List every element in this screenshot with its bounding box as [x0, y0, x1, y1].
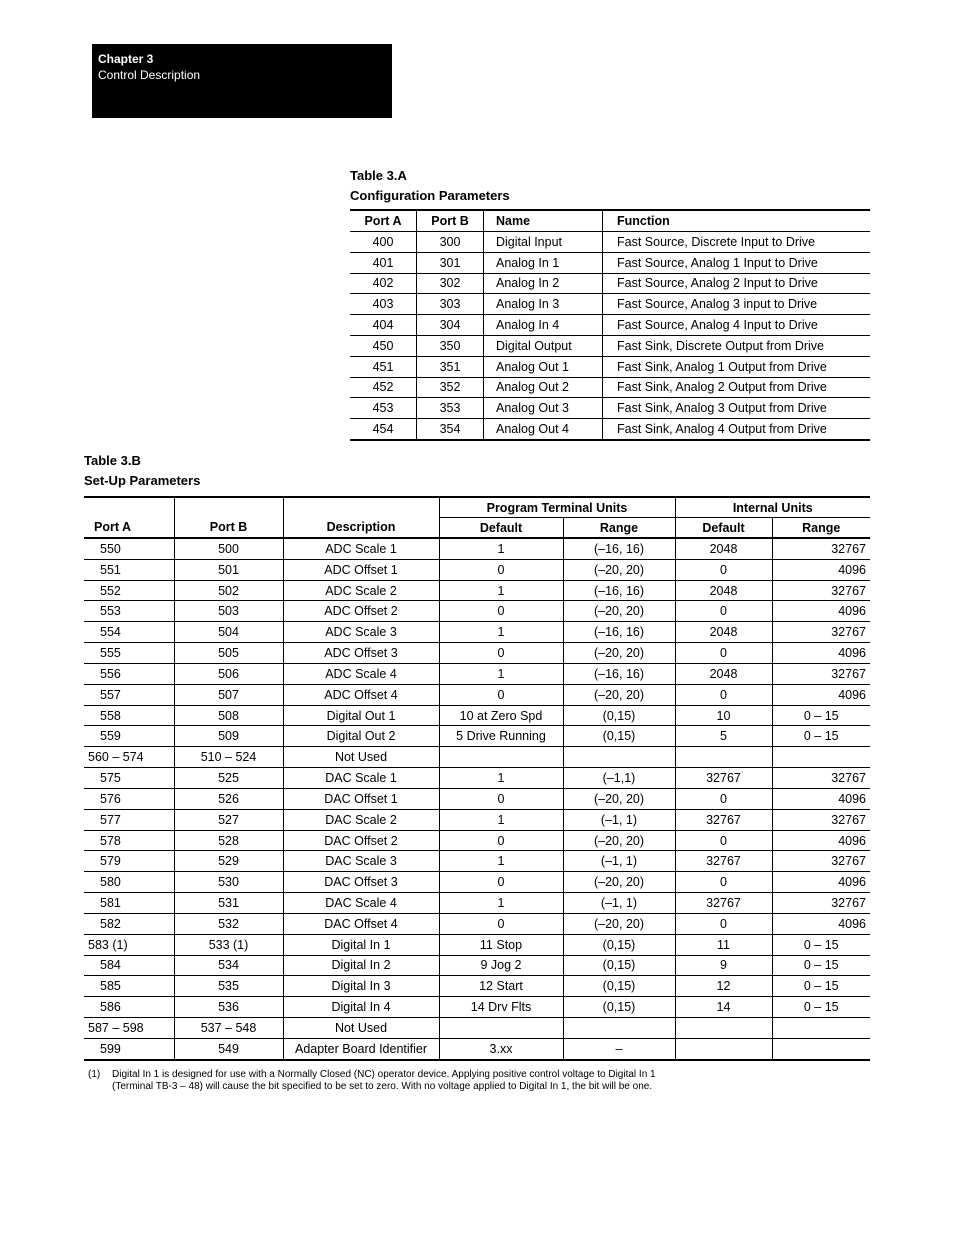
cell-ptu-range	[563, 1018, 675, 1039]
cell-iu-range	[772, 1018, 870, 1039]
cell-description: Adapter Board Identifier	[283, 1038, 439, 1059]
cell-port-a: 585	[84, 976, 174, 997]
table-row	[350, 398, 870, 419]
cell-port-a: 559	[84, 726, 174, 747]
cell-name: Digital Input	[484, 232, 603, 253]
cell-ptu-range: (–1, 1)	[563, 893, 675, 914]
cell-port-a: 586	[84, 997, 174, 1018]
cell-port-b: 532	[174, 913, 283, 934]
cell-port-b: 534	[174, 955, 283, 976]
cell-name: Analog Out 1	[484, 356, 603, 377]
table-row	[84, 768, 870, 789]
cell-port-b: 501	[174, 559, 283, 580]
cell-port-b: 351	[417, 356, 484, 377]
cell-description: ADC Offset 3	[283, 643, 439, 664]
cell-port-b: 350	[417, 335, 484, 356]
table-row	[84, 684, 870, 705]
cell-function: Fast Source, Discrete Input to Drive	[603, 232, 871, 253]
cell-port-a: 554	[84, 622, 174, 643]
column-header-description: Description	[283, 518, 439, 539]
cell-iu-default: 32767	[675, 851, 772, 872]
cell-iu-range: 0 – 15	[772, 997, 870, 1018]
cell-iu-default: 0	[675, 559, 772, 580]
cell-function: Fast Sink, Discrete Output from Drive	[603, 335, 871, 356]
cell-port-b: 300	[417, 232, 484, 253]
cell-port-a: 587 – 598	[84, 1018, 174, 1039]
cell-description: DAC Scale 1	[283, 768, 439, 789]
cell-iu-default: 12	[675, 976, 772, 997]
table-b-title: Set-Up Parameters	[84, 473, 201, 488]
cell-port-b: 507	[174, 684, 283, 705]
table-row	[350, 356, 870, 377]
table-b-number: Table 3.B	[84, 453, 141, 468]
cell-ptu-range: (–16, 16)	[563, 663, 675, 684]
cell-iu-default: 0	[675, 830, 772, 851]
cell-iu-range: 4096	[772, 643, 870, 664]
cell-ptu-default: 1	[439, 663, 563, 684]
cell-ptu-default: 10 at Zero Spd	[439, 705, 563, 726]
cell-iu-default: 0	[675, 643, 772, 664]
cell-ptu-default: 0	[439, 601, 563, 622]
table-row	[84, 601, 870, 622]
cell-iu-range	[772, 747, 870, 768]
cell-port-b: 535	[174, 976, 283, 997]
cell-description: ADC Offset 2	[283, 601, 439, 622]
cell-description: Digital Out 2	[283, 726, 439, 747]
cell-ptu-range: (–16, 16)	[563, 580, 675, 601]
table-row	[350, 294, 870, 315]
cell-name: Analog In 4	[484, 315, 603, 336]
table-row	[84, 726, 870, 747]
cell-ptu-default: 1	[439, 893, 563, 914]
table-row	[84, 976, 870, 997]
table-group-header-row	[84, 497, 870, 518]
cell-ptu-range: (0,15)	[563, 934, 675, 955]
table-row	[84, 663, 870, 684]
cell-ptu-default: 3.xx	[439, 1038, 563, 1059]
table-a-number: Table 3.A	[350, 168, 407, 183]
table-row	[350, 315, 870, 336]
table-row	[84, 872, 870, 893]
cell-ptu-default: 1	[439, 768, 563, 789]
cell-description: DAC Scale 2	[283, 809, 439, 830]
cell-ptu-range: (–20, 20)	[563, 872, 675, 893]
column-header-port-b: Port B	[417, 210, 484, 232]
cell-port-a: 553	[84, 601, 174, 622]
header-spacer	[84, 497, 174, 518]
table-row	[84, 788, 870, 809]
cell-iu-range: 32767	[772, 580, 870, 601]
cell-ptu-range: (0,15)	[563, 997, 675, 1018]
cell-port-a: 452	[350, 377, 417, 398]
cell-function: Fast Sink, Analog 2 Output from Drive	[603, 377, 871, 398]
cell-iu-default: 10	[675, 705, 772, 726]
section-label: Control Description	[98, 68, 201, 82]
cell-port-b: 505	[174, 643, 283, 664]
cell-port-a: 578	[84, 830, 174, 851]
table-row	[84, 830, 870, 851]
cell-description: DAC Offset 3	[283, 872, 439, 893]
column-header-port-b: Port B	[174, 518, 283, 539]
cell-iu-range: 0 – 15	[772, 705, 870, 726]
cell-port-b: 500	[174, 538, 283, 559]
cell-ptu-default	[439, 1018, 563, 1039]
column-header-function: Function	[603, 210, 871, 232]
cell-ptu-default: 1	[439, 622, 563, 643]
cell-name: Digital Output	[484, 335, 603, 356]
column-header-name: Name	[484, 210, 603, 232]
column-header-port-a: Port A	[84, 518, 174, 539]
cell-ptu-default: 0	[439, 684, 563, 705]
cell-iu-default: 9	[675, 955, 772, 976]
cell-ptu-default: 0	[439, 872, 563, 893]
cell-port-b: 354	[417, 419, 484, 440]
cell-iu-default: 0	[675, 872, 772, 893]
cell-port-a: 581	[84, 893, 174, 914]
cell-port-a: 404	[350, 315, 417, 336]
cell-port-b: 352	[417, 377, 484, 398]
cell-port-b: 527	[174, 809, 283, 830]
cell-ptu-range: (0,15)	[563, 726, 675, 747]
cell-function: Fast Source, Analog 1 Input to Drive	[603, 252, 871, 273]
cell-description: DAC Scale 3	[283, 851, 439, 872]
cell-port-b: 304	[417, 315, 484, 336]
cell-port-a: 558	[84, 705, 174, 726]
table-header-row	[350, 210, 870, 232]
table-row	[84, 955, 870, 976]
cell-ptu-range: (0,15)	[563, 976, 675, 997]
cell-ptu-range: (–1,1)	[563, 768, 675, 789]
cell-iu-range: 4096	[772, 684, 870, 705]
cell-iu-range: 4096	[772, 788, 870, 809]
cell-port-b: 531	[174, 893, 283, 914]
cell-port-a: 583 (1)	[84, 934, 174, 955]
group-header-program-terminal-units: Program Terminal Units	[439, 497, 675, 518]
table-header-row	[84, 518, 870, 539]
cell-port-a: 401	[350, 252, 417, 273]
cell-ptu-range: (–20, 20)	[563, 830, 675, 851]
cell-description: DAC Scale 4	[283, 893, 439, 914]
column-header-ptu-range: Range	[563, 518, 675, 539]
cell-function: Fast Sink, Analog 1 Output from Drive	[603, 356, 871, 377]
cell-port-a: 453	[350, 398, 417, 419]
cell-ptu-default: 1	[439, 809, 563, 830]
table-row	[350, 419, 870, 440]
cell-iu-range: 32767	[772, 809, 870, 830]
cell-iu-range: 0 – 15	[772, 726, 870, 747]
cell-port-b: 533 (1)	[174, 934, 283, 955]
cell-ptu-default: 11 Stop	[439, 934, 563, 955]
cell-function: Fast Source, Analog 2 Input to Drive	[603, 273, 871, 294]
cell-description: ADC Scale 2	[283, 580, 439, 601]
table-row	[84, 538, 870, 559]
footnote-line-1: Digital In 1 is designed for use with a Normally Closed (NC) operator device. Applying positive control voltage to Digital In 1	[112, 1069, 656, 1080]
cell-port-a: 580	[84, 872, 174, 893]
cell-description: DAC Offset 4	[283, 913, 439, 934]
chapter-label: Chapter 3	[98, 52, 154, 66]
footnote-marker: (1)	[88, 1069, 101, 1080]
cell-port-a: 577	[84, 809, 174, 830]
cell-description: ADC Offset 4	[283, 684, 439, 705]
cell-iu-range	[772, 1038, 870, 1059]
cell-ptu-default: 12 Start	[439, 976, 563, 997]
configuration-parameters-table	[350, 209, 870, 441]
cell-port-b: 529	[174, 851, 283, 872]
table-row	[84, 1038, 870, 1059]
cell-iu-range: 4096	[772, 559, 870, 580]
cell-port-a: 582	[84, 913, 174, 934]
cell-description: Digital Out 1	[283, 705, 439, 726]
setup-parameters-table	[84, 496, 870, 1061]
cell-iu-default: 14	[675, 997, 772, 1018]
cell-ptu-default: 0	[439, 913, 563, 934]
cell-iu-default: 32767	[675, 893, 772, 914]
cell-name: Analog In 2	[484, 273, 603, 294]
table-row	[84, 809, 870, 830]
footnote	[88, 1069, 656, 1093]
cell-port-b: 353	[417, 398, 484, 419]
cell-port-a: 400	[350, 232, 417, 253]
cell-ptu-range: (0,15)	[563, 705, 675, 726]
cell-ptu-range: –	[563, 1038, 675, 1059]
cell-description: Digital In 4	[283, 997, 439, 1018]
cell-ptu-default: 1	[439, 538, 563, 559]
cell-port-b: 525	[174, 768, 283, 789]
cell-ptu-range: (–20, 20)	[563, 559, 675, 580]
group-header-internal-units: Internal Units	[675, 497, 870, 518]
cell-port-a: 454	[350, 419, 417, 440]
cell-iu-default: 0	[675, 601, 772, 622]
cell-iu-default: 5	[675, 726, 772, 747]
cell-ptu-range: (–16, 16)	[563, 622, 675, 643]
cell-ptu-range: (0,15)	[563, 955, 675, 976]
cell-description: DAC Offset 2	[283, 830, 439, 851]
cell-ptu-default: 9 Jog 2	[439, 955, 563, 976]
cell-ptu-default: 0	[439, 559, 563, 580]
cell-description: Digital In 1	[283, 934, 439, 955]
table-row	[84, 1018, 870, 1039]
cell-ptu-default: 14 Drv Flts	[439, 997, 563, 1018]
cell-ptu-default: 1	[439, 851, 563, 872]
cell-iu-range: 32767	[772, 538, 870, 559]
cell-port-a: 552	[84, 580, 174, 601]
column-header-port-a: Port A	[350, 210, 417, 232]
cell-iu-default: 2048	[675, 580, 772, 601]
cell-description: Not Used	[283, 747, 439, 768]
header-spacer	[283, 497, 439, 518]
cell-port-b: 503	[174, 601, 283, 622]
cell-iu-default: 2048	[675, 663, 772, 684]
cell-description: DAC Offset 1	[283, 788, 439, 809]
cell-ptu-default: 1	[439, 580, 563, 601]
table-row	[84, 705, 870, 726]
cell-ptu-default: 0	[439, 788, 563, 809]
cell-port-b: 530	[174, 872, 283, 893]
cell-port-a: 557	[84, 684, 174, 705]
table-row	[84, 893, 870, 914]
cell-port-b: 510 – 524	[174, 747, 283, 768]
table-a-title: Configuration Parameters	[350, 188, 510, 203]
cell-iu-range: 0 – 15	[772, 955, 870, 976]
cell-ptu-range: (–20, 20)	[563, 601, 675, 622]
cell-ptu-range: (–1, 1)	[563, 851, 675, 872]
cell-iu-range: 32767	[772, 851, 870, 872]
cell-port-b: 526	[174, 788, 283, 809]
cell-iu-range: 4096	[772, 601, 870, 622]
cell-port-b: 536	[174, 997, 283, 1018]
cell-iu-default: 0	[675, 788, 772, 809]
cell-ptu-range: (–16, 16)	[563, 538, 675, 559]
table-row	[84, 851, 870, 872]
cell-description: ADC Offset 1	[283, 559, 439, 580]
cell-ptu-range: (–20, 20)	[563, 684, 675, 705]
cell-iu-range: 0 – 15	[772, 976, 870, 997]
cell-iu-default	[675, 1038, 772, 1059]
cell-description: Not Used	[283, 1018, 439, 1039]
cell-port-b: 549	[174, 1038, 283, 1059]
cell-port-a: 451	[350, 356, 417, 377]
cell-port-a: 560 – 574	[84, 747, 174, 768]
cell-iu-default: 0	[675, 684, 772, 705]
table-row	[84, 622, 870, 643]
cell-iu-default	[675, 1018, 772, 1039]
cell-name: Analog In 3	[484, 294, 603, 315]
cell-iu-range: 32767	[772, 893, 870, 914]
cell-port-a: 403	[350, 294, 417, 315]
table-row	[84, 913, 870, 934]
cell-function: Fast Source, Analog 3 input to Drive	[603, 294, 871, 315]
cell-iu-range: 0 – 15	[772, 934, 870, 955]
cell-function: Fast Sink, Analog 4 Output from Drive	[603, 419, 871, 440]
cell-iu-default: 32767	[675, 809, 772, 830]
cell-ptu-default: 0	[439, 830, 563, 851]
cell-iu-range: 32767	[772, 622, 870, 643]
table-row	[84, 643, 870, 664]
cell-iu-default: 2048	[675, 622, 772, 643]
footnote-line-2: (Terminal TB-3 – 48) will cause the bit specified to be set to zero. With no voltage applied to Digital In 1, the bit will be one.	[112, 1081, 653, 1092]
table-row	[350, 273, 870, 294]
cell-name: Analog Out 2	[484, 377, 603, 398]
cell-port-a: 556	[84, 663, 174, 684]
cell-port-a: 555	[84, 643, 174, 664]
chapter-header	[92, 44, 392, 118]
cell-port-a: 599	[84, 1038, 174, 1059]
cell-iu-range: 32767	[772, 768, 870, 789]
cell-description: ADC Scale 4	[283, 663, 439, 684]
cell-name: Analog In 1	[484, 252, 603, 273]
cell-iu-default: 2048	[675, 538, 772, 559]
cell-iu-default	[675, 747, 772, 768]
cell-iu-default: 0	[675, 913, 772, 934]
cell-iu-range: 4096	[772, 830, 870, 851]
cell-port-b: 301	[417, 252, 484, 273]
table-row	[350, 377, 870, 398]
cell-ptu-range: (–20, 20)	[563, 788, 675, 809]
cell-iu-default: 11	[675, 934, 772, 955]
cell-iu-range: 32767	[772, 663, 870, 684]
cell-port-a: 402	[350, 273, 417, 294]
cell-name: Analog Out 3	[484, 398, 603, 419]
cell-port-b: 537 – 548	[174, 1018, 283, 1039]
table-row	[350, 232, 870, 253]
column-header-iu-default: Default	[675, 518, 772, 539]
header-spacer	[174, 497, 283, 518]
cell-description: Digital In 2	[283, 955, 439, 976]
cell-ptu-range: (–20, 20)	[563, 913, 675, 934]
cell-port-b: 502	[174, 580, 283, 601]
table-row	[84, 559, 870, 580]
table-row	[84, 747, 870, 768]
cell-port-b: 506	[174, 663, 283, 684]
cell-description: ADC Scale 1	[283, 538, 439, 559]
cell-ptu-default	[439, 747, 563, 768]
cell-ptu-range	[563, 747, 675, 768]
cell-port-b: 509	[174, 726, 283, 747]
table-row	[350, 335, 870, 356]
column-header-iu-range: Range	[772, 518, 870, 539]
cell-iu-default: 32767	[675, 768, 772, 789]
column-header-ptu-default: Default	[439, 518, 563, 539]
cell-port-a: 576	[84, 788, 174, 809]
cell-name: Analog Out 4	[484, 419, 603, 440]
cell-port-a: 579	[84, 851, 174, 872]
cell-iu-range: 4096	[772, 872, 870, 893]
table-row	[84, 580, 870, 601]
cell-port-b: 303	[417, 294, 484, 315]
table-row	[84, 934, 870, 955]
cell-ptu-range: (–20, 20)	[563, 643, 675, 664]
table-row	[350, 252, 870, 273]
cell-ptu-default: 5 Drive Running	[439, 726, 563, 747]
cell-iu-range: 4096	[772, 913, 870, 934]
cell-description: Digital In 3	[283, 976, 439, 997]
cell-function: Fast Sink, Analog 3 Output from Drive	[603, 398, 871, 419]
cell-port-b: 302	[417, 273, 484, 294]
cell-port-a: 550	[84, 538, 174, 559]
table-b-caption	[84, 451, 200, 491]
cell-port-a: 450	[350, 335, 417, 356]
cell-port-b: 504	[174, 622, 283, 643]
table-a-caption	[350, 166, 510, 206]
table-row	[84, 997, 870, 1018]
cell-port-b: 528	[174, 830, 283, 851]
cell-description: ADC Scale 3	[283, 622, 439, 643]
cell-port-a: 575	[84, 768, 174, 789]
cell-ptu-default: 0	[439, 643, 563, 664]
cell-ptu-range: (–1, 1)	[563, 809, 675, 830]
cell-function: Fast Source, Analog 4 Input to Drive	[603, 315, 871, 336]
cell-port-a: 551	[84, 559, 174, 580]
cell-port-a: 584	[84, 955, 174, 976]
cell-port-b: 508	[174, 705, 283, 726]
